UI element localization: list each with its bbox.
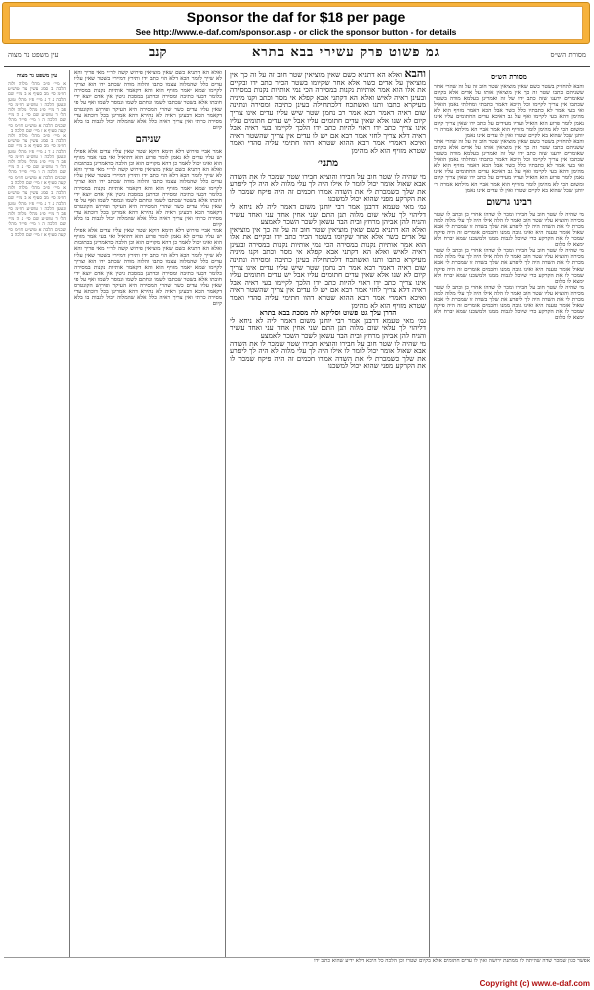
gemara-text-2-repeat: גמ׳ מאי טעמא דרבנן אמר רבי יוחנן משום דאמר ליה לא ניחא לי דליהוי לך עלאי שום מלוה תנן התם שני אחין אחד עני ואחד עשיר והניח להן אביהן מרחץ ובית הבד עשאן לשכר השכר לאמצע: [230, 315, 426, 340]
sponsor-banner-inner: [9, 6, 583, 40]
gemara-opening-word: והבא: [404, 70, 426, 80]
tosafot-column: [74, 70, 222, 958]
column-divider: [69, 70, 70, 958]
sponsor-banner-title[interactable]: Sponsor the daf for $18 per page: [186, 9, 406, 25]
ein-mishpat-text: א מיי׳ פ״ב מהל׳ מלוה ולוה הלכה ב סמג עשין צד טוש״ע חו״מ סי׳ מב סעיף א ב מיי׳ שם הלכה ג ד ג מיי׳ פ״ז מהל׳ טוען ונטען הלכה ו טוש״ע חו״מ סי׳ פב ד מיי׳ פ״ג מהל׳ מלוה ולוה הל׳ ד טוש״ע שם סי׳ נ ה מיי׳ שם הלכה ה ו מיי׳ פי״ד מהל׳ שכנים הלכה א טוש״ע חו״מ סי׳ קעה סעיף א ז מיי׳ שם הלכה ב: [8, 82, 66, 134]
rashi-text-repeat: והבא להחזיק בשטר כשם שאין מוציאין שטר חוב זה על זה שהרי אחר ששניהם כתבו שטר זה כך אין מוציאין אותו על אדים אלא בקיום שאומרים ידענו שזה כתב ידו של זה ואמרינן בעלמא מודה בשטר שכתבו אין צריך לקיימו וכל היכא דאמר כתבתי ומחלתי נאמן הואיל ואי בעי אמר לא כתבתיו כלל כשר אבל הכא דאמר מזויף הוא לא מהימן דהא בעי לקיימו ואף על גב דאיכא עדים החתומים עליו אינו נאמן לומר פרוע הוא הואיל ועדיו מעידים על כתב ידו שאין צריך קיום ומשום הכי לא מהימן לומר מזוייף הוא אמר אביי הא מילתא אמרה ר׳ יוחנן שכל שהוא בא לקיים שטרו ואין לו עדים אינו נאמן: [434, 138, 584, 194]
sponsor-banner[interactable]: [2, 2, 590, 44]
tosafot-text-repeat: ואלא הא דתניא כשם שאין מוציאין פירוש קשה לר״י מאי פריך והא לא שייך לומר הכא דלא הוי כתב ידו ותירץ דמיירי בשטר שאין עליו עדים כלל שהמלוה עצמו כתבו והלוה מודה שכתב ידו הוא וצריך לקיימו שמא יאמר מזויף הוא והא דקאמר אותיות נקנות במסירה כלומר דבעי כתיבה ומסירה וכדתנן במסכת גיטין אין אדם יוצא ידי חובתו אלא בשטר שכתבו לשמו ונחתם לשמו ונמסר לשמו ואף על פי שאין עליו עדים כשר שהרי המסירה היא העיקר ופירוש הקונטרס דקאמר הכא דבעינן ראיה לא נהירא דהא אמרינן בכל דוכתא עדי מסירה כרתי ואין צריך ראיה כלל אלא שהמלוה יכול לגבות בו בלא קיום: [74, 246, 222, 308]
rabbeinu-gershom-title: רבינו גרשום: [486, 196, 532, 208]
rabbeinu-gershom-text-repeat: מי שהיה לו שטר חוב על חבירו ומכר לו שדהו אחרי כן וכתב לו שטר מכירה והוציא עליו שטר חוב ואמר לו הלה אילו היה לך עלי מלוה למה מכרת לי את השדה היה לך ליפרע את שלך בשדה זו שמכרת לי אבא שאול אומר טענה היא ואינו גובה ממנו וחכמים אומרים זה היה פיקח שמכר לו את הקרקע כדי שיוכל לגבות ממנו ולמשכנו שמא יברח ולא ימצא לו כלום: [434, 248, 584, 285]
tosafot-heading: שניהם: [135, 133, 161, 145]
mishnah-title: מתני׳: [317, 157, 339, 169]
header-masoret: מסורת הש״ס: [550, 51, 586, 59]
rabbeinu-gershom-text-repeat: מי שהיה לו שטר חוב על חבירו ומכר לו שדהו אחרי כן וכתב לו שטר מכירה והוציא עליו שטר חוב ואמר לו הלה אילו היה לך עלי מלוה למה מכרת לי את השדה היה לך ליפרע את שלך בשדה זו שמכרת לי אבא שאול אומר טענה היא ואינו גובה ממנו וחכמים אומרים זה היה פיקח שמכר לו את הקרקע כדי שיוכל לגבות ממנו ולמשכנו שמא יברח ולא ימצא לו כלום: [434, 284, 584, 322]
ein-mishpat-text-repeat: א מיי׳ פ״ב מהל׳ מלוה ולוה הלכה ב סמג עשין צד טוש״ע חו״מ סי׳ מב סעיף א ב מיי׳ שם הלכה ג ד ג מיי׳ פ״ז מהל׳ טוען ונטען הלכה ו טוש״ע חו״מ סי׳ פב ד מיי׳ פ״ג מהל׳ מלוה ולוה הל׳ ד טוש״ע שם סי׳ נ ה מיי׳ שם הלכה ה ו מיי׳ פי״ד מהל׳ שכנים הלכה א טוש״ע חו״מ סי׳ קעה סעיף א ז מיי׳ שם הלכה ב: [8, 186, 66, 238]
mishnah-text-repeat: מי שהיה לו שטר חוב על חבירו והוציא חבירו שטר שמכר לו את השדה אבא שאול אומר יכול לומר לו אילו היה לך עלי מלוה לא היה לך ליפרע את שלך כשמכרת לי את השדה אמרו חכמים זה היה פיקח שמכר לו את הקרקע מפני שהוא יכול למשכנו: [230, 338, 426, 371]
ein-mishpat-heading: עין משפט נר מצוה: [16, 73, 58, 79]
header-ein-mishpat: עין משפט נר מצוה: [8, 51, 59, 59]
rashi-text: והבא להחזיק בשטר כשם שאין מוציאין שטר חוב זה על זה שהרי אחר ששניהם כתבו שטר זה כך אין מוציאין אותו על אדים אלא בקיום שאומרים ידענו שזה כתב ידו של זה ואמרינן בעלמא מודה בשטר שכתבו אין צריך לקיימו וכל היכא דאמר כתבתי ומחלתי נאמן הואיל ואי בעי אמר לא כתבתיו כלל כשר אבל הכא דאמר מזויף הוא לא מהימן דהא בעי לקיימו ואף על גב דאיכא עדים החתומים עליו אינו נאמן לומר פרוע הוא הואיל ועדיו מעידים על כתב ידו שאין צריך קיום ומשום הכי לא מהימן לומר מזוייף הוא אמר אביי הא מילתא אמרה ר׳ יוחנן שכל שהוא בא לקיים שטרו ואין לו עדים אינו נאמן: [434, 84, 584, 139]
header-folio-number: קנב: [149, 48, 167, 60]
gemara-closing: הדרן עלך גט פשוט וסליקא לה מסכת בבא בתרא: [259, 308, 397, 318]
column-divider: [225, 70, 226, 958]
copyright-link[interactable]: Copyright (c) www.e-daf.com: [479, 979, 590, 988]
gemara-text-repeat: ואלא הא דתניא כשם שאין מוציאין שטר חוב זה על זה כך אין מוציאין על אדים כשר אלא אחר שקיומו בשטר הכיר כתב ידו ובקיים את אלו הוא אמר אותיות נקנות במסירה הכי נמי אותיות נקנות במסירה ובעינן ראיה לאיש ואלא הא דקתני אבא קפלא אי מסר וכתב וקנו מיניה מעיקרא כתבו ותנו ואשתכח דלכתחילה בעינן כתיבה ומסירה ונתינה שום ראיה דאמר רבא אמר רב נחמן שטר שיש עליו עדים אינו צריך קיום לא שנו אלא שאין עדים חתומים עליו אבל יש עדים חתומים עליו אינו צריך כתב ידו ראוי להיות כתב ידו הלכך לקיימו בעי ראיה אבל ראיה דלא צריך לחזי אמר רבא אם יש לו עדים אין צריך שהשטר ראיה ואיכא דאמרי אמר רבא ההוא שטרא דהוו חתימי עליה סהדי ואמר שטרא מזויף הוא לא מהימן: [230, 224, 426, 310]
page-footer-text: [4, 957, 590, 976]
rabbeinu-gershom-text: מי שהיה לו שטר חוב על חבירו ומכר לו שדהו אחרי כן וכתב לו שטר מכירה והוציא עליו שטר חוב ואמר לו הלה אילו היה לך עלי מלוה למה מכרת לי את השדה היה לך ליפרע את שלך בשדה זו שמכרת לי אבא שאול אומר טענה היא ואינו גובה ממנו וחכמים אומרים זה היה פיקח שמכר לו את הקרקע כדי שיוכל לגבות ממנו ולמשכנו שמא יברח ולא ימצא לו כלום: [434, 211, 584, 249]
gemara-column: [230, 70, 426, 958]
mishnah-text: מי שהיה לו שטר חוב על חבירו והוציא חבירו שטר שמכר לו את השדה אבא שאול אומר יכול לומר לו אילו היה לך עלי מלוה לא היה לך ליפרע את שלך כשמכרת לי את השדה אמרו חכמים זה היה פיקח שמכר לו את הקרקע מפני שהוא יכול למשכנו: [230, 171, 426, 204]
ein-mishpat-column: [8, 70, 66, 958]
header-tractate: גמ פשוט פרק עשירי בבא בתרא: [251, 48, 440, 60]
tosafot-text: ואלא הא דתניא כשם שאין מוציאין פירוש קשה לר״י מאי פריך והא לא שייך לומר הכא דלא הוי כתב ידו ותירץ דמיירי בשטר שאין עליו עדים כלל שהמלוה עצמו כתבו והלוה מודה שכתב ידו הוא וצריך לקיימו שמא יאמר מזויף הוא והא דקאמר אותיות נקנות במסירה כלומר דבעי כתיבה ומסירה וכדתנן במסכת גיטין אין אדם יוצא ידי חובתו אלא בשטר שכתבו לשמו ונחתם לשמו ונמסר לשמו ואף על פי שאין עליו עדים כשר שהרי המסירה היא העיקר ופירוש הקונטרס דקאמר הכא דבעינן ראיה לא נהירא דהא אמרינן בכל דוכתא עדי מסירה כרתי ואין צריך ראיה כלל אלא שהמלוה יכול לגבות בו בלא קיום: [74, 70, 222, 131]
gemara-text: ואלא הא דתניא כשם שאין מוציאין שטר חוב זה על זה כך אין מוציאין על אדים כשר אלא אחר שקיומו בשטר הכיר כתב ידו ובקיים את אלו הוא אמר אותיות נקנות במסירה הכי נמי אותיות נקנות במסירה ובעינן ראיה לאיש ואלא הא דקתני אבא קפלא אי מסר וכתב וקנו מיניה מעיקרא כתבו ותנו ואשתכח דלכתחילה בעינן כתיבה ומסירה ונתינה שום ראיה דאמר רבא אמר רב נחמן שטר שיש עליו עדים אינו צריך קיום לא שנו אלא שאין עדים חתומים עליו אבל יש עדים חתומים עליו אינו צריך כתב ידו ראוי להיות כתב ידו הלכך לקיימו בעי ראיה אבל ראיה דלא צריך לחזי אמר רבא אם יש לו עדים אין צריך שהשטר ראיה ואיכא דאמרי אמר רבא ההוא שטרא דהוו חתימי עליה סהדי ואמר שטרא מזויף הוא לא מהימן: [230, 70, 426, 155]
sponsor-banner-subtitle: See http://www.e-daf.com/sponsor.asp - or click the sponsor button - for details: [135, 27, 457, 37]
talmud-page: [4, 48, 590, 976]
ein-mishpat-text-repeat: א מיי׳ פ״ב מהל׳ מלוה ולוה הלכה ב סמג עשין צד טוש״ע חו״מ סי׳ מב סעיף א ב מיי׳ שם הלכה ג ד ג מיי׳ פ״ז מהל׳ טוען ונטען הלכה ו טוש״ע חו״מ סי׳ פב ד מיי׳ פ״ג מהל׳ מלוה ולוה הל׳ ד טוש״ע שם סי׳ נ ה מיי׳ שם הלכה ה ו מיי׳ פי״ד מהל׳ שכנים הלכה א טוש״ע חו״מ סי׳ קעה סעיף א ז מיי׳ שם הלכה ב: [8, 134, 66, 186]
footer-commentary: אפשר כגון שמכר שדה שהיתה לו ממתנת ירושה ואין לו עדים חתומים אלא בקיום שטרו וכן הלכה כל היכא דלא ידיע שהוא כתב ידו: [314, 958, 590, 964]
gemara-text-2: גמ׳ מאי טעמא דרבנן אמר רבי יוחנן משום דאמר ליה לא ניחא לי דליהוי לך עלאי שום מלוה תנן התם שני אחין אחד עני ואחד עשיר והניח להן אביהן מרחץ ובית הבד עשאן לשכר השכר לאמצע: [230, 201, 426, 227]
page-header: [4, 48, 590, 67]
tosafot-lower-text-repeat: אמר אביי פירוש דלא תימא דוקא שטר שאין עליו עדים אלא אפילו יש עליו עדים לא נאמן לומר פרוע הוא דהואיל ואי בעי אמר מזויף הוא ואינו יכול לאמר כן דהא מקויים הוא וכן הלכה כדאמרינן בכתובות: [74, 228, 222, 247]
rashi-heading: מסורת הש״ס: [491, 72, 527, 81]
column-divider: [429, 70, 430, 958]
tosafot-lower-text: אמר אביי פירוש דלא תימא דוקא שטר שאין עליו עדים אלא אפילו יש עליו עדים לא נאמן לומר פרוע הוא דהואיל ואי בעי אמר מזויף הוא ואינו יכול לאמר כן דהא מקויים הוא וכן הלכה כדאמרינן בכתובות: [74, 148, 222, 168]
rashi-column: [434, 70, 584, 958]
tosafot-text-repeat: ואלא הא דתניא כשם שאין מוציאין פירוש קשה לר״י מאי פריך והא לא שייך לומר הכא דלא הוי כתב ידו ותירץ דמיירי בשטר שאין עליו עדים כלל שהמלוה עצמו כתבו והלוה מודה שכתב ידו הוא וצריך לקיימו שמא יאמר מזויף הוא והא דקאמר אותיות נקנות במסירה כלומר דבעי כתיבה ומסירה וכדתנן במסכת גיטין אין אדם יוצא ידי חובתו אלא בשטר שכתבו לשמו ונחתם לשמו ונמסר לשמו ואף על פי שאין עליו עדים כשר שהרי המסירה היא העיקר ופירוש הקונטרס דקאמר הכא דבעינן ראיה לא נהירא דהא אמרינן בכל דוכתא עדי מסירה כרתי ואין צריך ראיה כלל אלא שהמלוה יכול לגבות בו בלא קיום: [74, 167, 222, 229]
